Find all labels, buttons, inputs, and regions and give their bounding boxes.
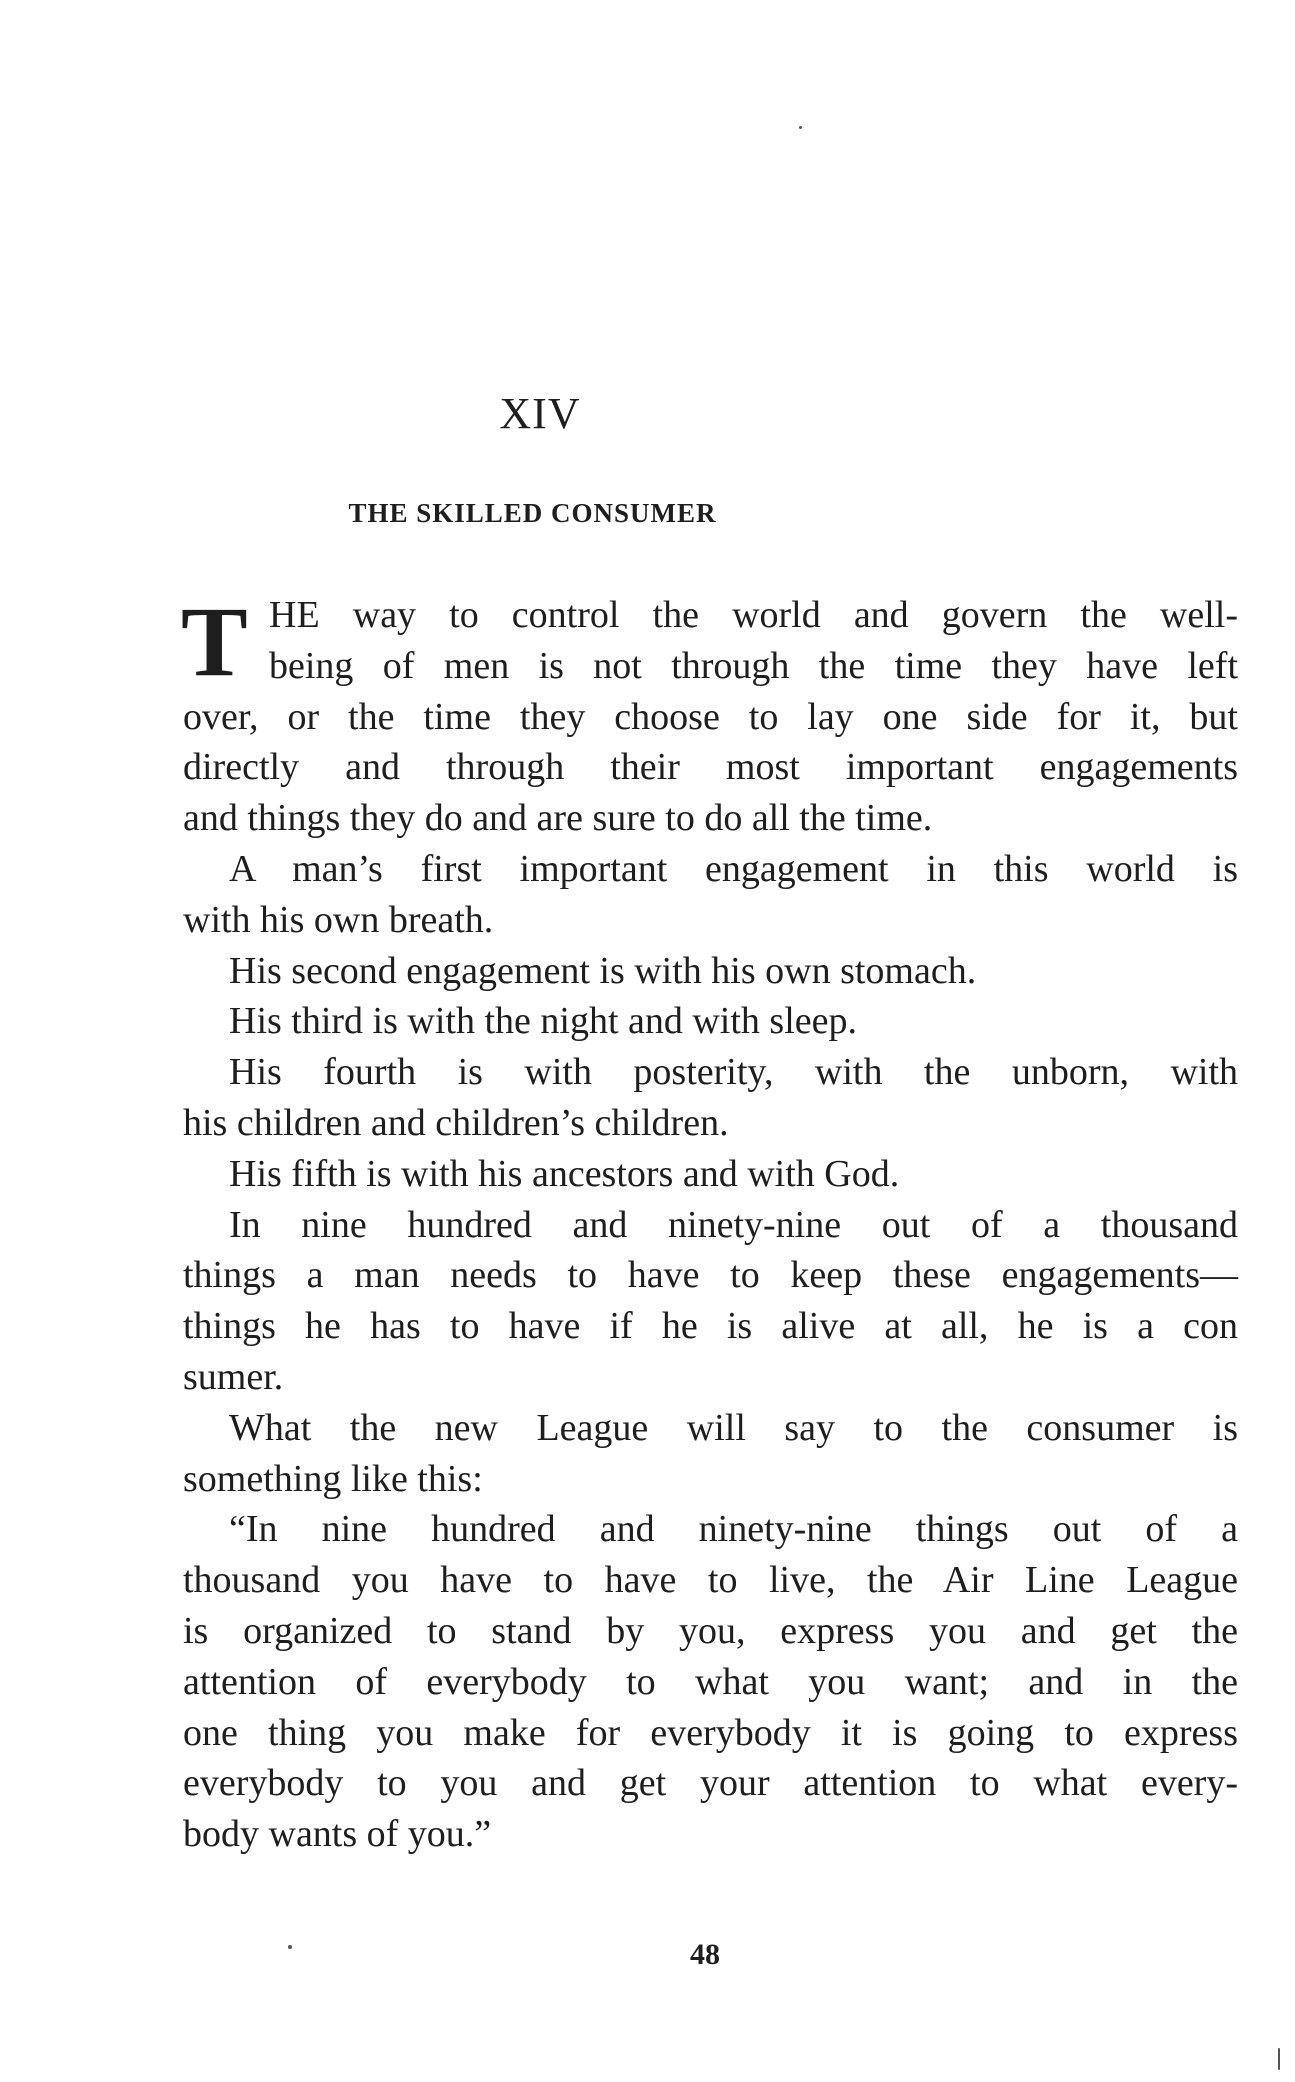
text-line: attention of everybody to what you want; and in the: [183, 1660, 1238, 1703]
text-line: His fourth is with posterity, with the unborn, with: [229, 1051, 1238, 1094]
text-line: His second engagement is with his own stomach.: [229, 949, 977, 992]
ink-speck: [799, 126, 802, 129]
text-line: HE way to control the world and govern the well-: [269, 594, 1238, 636]
text-line: with his own breath.: [183, 898, 494, 941]
text-line: and things they do and are sure to do all the time.: [183, 797, 933, 840]
text-line: His third is with the night and with sleep.: [229, 1000, 858, 1043]
text-line: over, or the time they choose to lay one side for it, but: [183, 695, 1238, 738]
text-line: sumer.: [183, 1355, 284, 1398]
chapter-title: THE SKILLED CONSUMER: [348, 498, 717, 528]
text-line: things a man needs to have to keep these engagements—: [183, 1254, 1238, 1297]
chapter-number: XIV: [499, 389, 581, 438]
text-line: something like this:: [183, 1457, 483, 1500]
text-line: What the new League will say to the consumer is: [229, 1406, 1238, 1449]
text-line: one thing you make for everybody it is going to express: [183, 1711, 1238, 1754]
chapter-body: [181, 586, 1238, 1860]
text-line: is organized to stand by you, express you and get the: [183, 1609, 1238, 1652]
ink-speck: [288, 1945, 292, 1949]
text-line: In nine hundred and ninety-nine out of a thousand: [229, 1203, 1238, 1246]
text-line: his children and children’s children.: [183, 1101, 729, 1144]
text-line: everybody to you and get your attention to what every-: [183, 1762, 1238, 1805]
text-line: “In nine hundred and ninety-nine things out of a: [229, 1508, 1238, 1551]
text-line: things he has to have if he is alive at all, he is a con: [183, 1305, 1238, 1348]
page-number: 48: [690, 1938, 720, 1971]
ink-speck: [1278, 2048, 1280, 2070]
text-line: His fifth is with his ancestors and with God.: [229, 1152, 900, 1195]
text-line: A man’s first important engagement in this world is: [229, 847, 1238, 890]
text-line: being of men is not through the time they have left: [269, 644, 1238, 687]
text-line: body wants of you.”: [183, 1813, 492, 1856]
drop-cap: T: [181, 586, 248, 697]
text-line: thousand you have to have to live, the Air Line League: [183, 1559, 1238, 1602]
text-line: directly and through their most important engagements: [183, 746, 1238, 789]
